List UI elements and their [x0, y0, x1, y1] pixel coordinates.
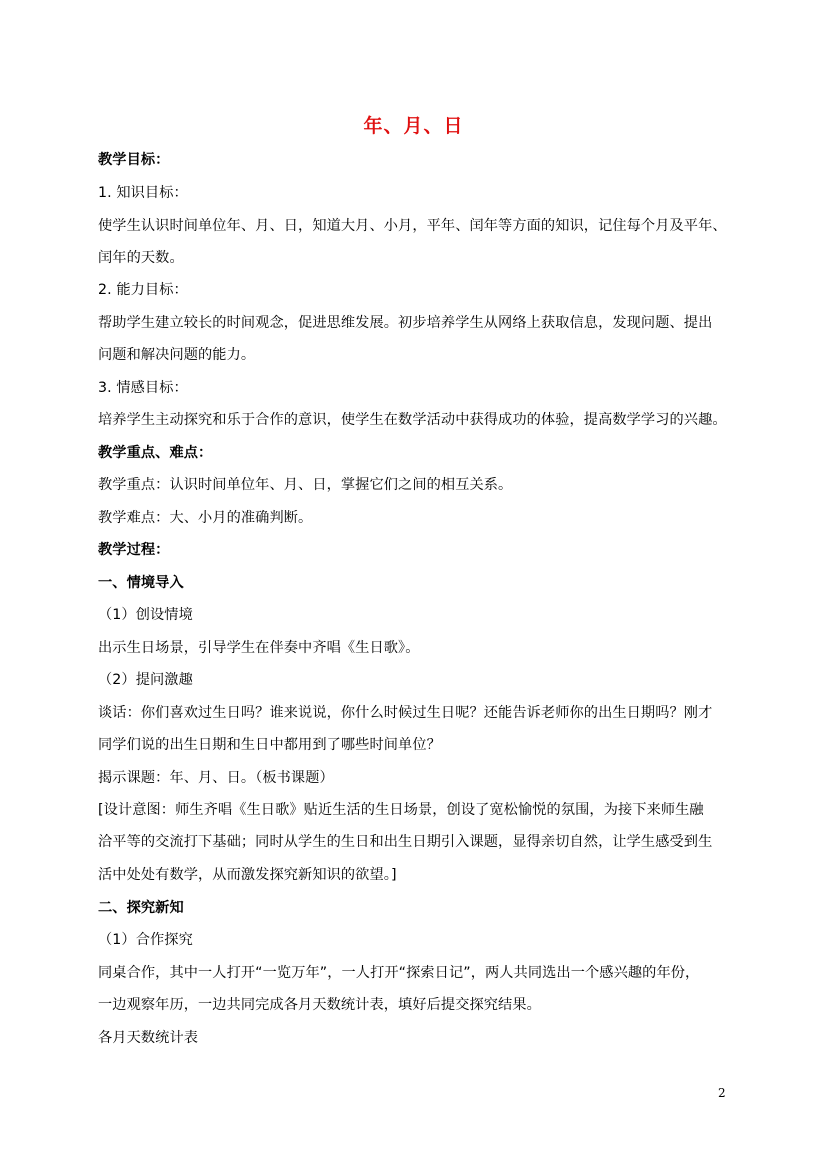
paragraph-line: [设计意图：师生齐唱《生日歌》贴近生活的生日场景，创设了宽松愉悦的氛围，为接下来师生融 — [98, 802, 704, 818]
heading-section-two: 二、探究新知 — [98, 900, 184, 916]
paragraph-line: 2. 能力目标： — [98, 282, 188, 298]
paragraph-line: 一边观察年历，一边共同完成各月天数统计表，填好后提交探究结果。 — [98, 997, 541, 1013]
heading-teaching-process: 教学过程： — [98, 542, 170, 558]
paragraph-line: 同学们说的出生日期和生日中都用到了哪些时间单位？ — [98, 737, 441, 753]
paragraph-line: 同桌合作，其中一人打开“一览万年”，一人打开“探索日记”，两人共同选出一个感兴趣的年份， — [98, 965, 700, 981]
paragraph-line: 各月天数统计表 — [98, 1030, 199, 1046]
paragraph-line: 问题和解决问题的能力。 — [98, 347, 256, 363]
paragraph-line: 教学难点：大、小月的准确判断。 — [98, 510, 313, 526]
document-title: 年、月、日 — [363, 115, 464, 137]
paragraph-line: 谈话：你们喜欢过生日吗？谁来说说，你什么时候过生日呢？还能告诉老师你的出生日期吗？刚才 — [98, 705, 713, 721]
heading-section-one: 一、情境导入 — [98, 575, 184, 591]
heading-teaching-goals: 教学目标： — [98, 152, 170, 168]
paragraph-line: （2）提问激趣 — [98, 672, 193, 688]
paragraph-line: （1）合作探究 — [98, 932, 193, 948]
paragraph-line: （1）创设情境 — [98, 607, 193, 623]
paragraph-line: 闰年的天数。 — [98, 250, 184, 266]
page-number: 2 — [718, 1086, 726, 1100]
paragraph-line: 使学生认识时间单位年、月、日，知道大月、小月，平年、闰年等方面的知识，记住每个月及平年、 — [98, 218, 727, 234]
paragraph-line: 1. 知识目标： — [98, 185, 188, 201]
heading-key-points: 教学重点、难点： — [98, 445, 213, 461]
paragraph-line: 教学重点：认识时间单位年、月、日，掌握它们之间的相互关系。 — [98, 477, 513, 493]
paragraph-line: 3. 情感目标： — [98, 380, 188, 396]
paragraph-line: 洽平等的交流打下基础；同时从学生的生日和出生日期引入课题，显得亲切自然，让学生感受到生 — [98, 834, 713, 850]
paragraph-line: 揭示课题：年、月、日。（板书课题） — [98, 770, 334, 786]
paragraph-line: 帮助学生建立较长的时间观念，促进思维发展。初步培养学生从网络上获取信息，发现问题、提出 — [98, 315, 713, 331]
paragraph-line: 培养学生主动探究和乐于合作的意识，使学生在数学活动中获得成功的体验，提高数学学习的兴趣。 — [98, 412, 727, 428]
paragraph-line: 出示生日场景，引导学生在伴奏中齐唱《生日歌》。 — [98, 640, 420, 656]
paragraph-line: 活中处处有数学，从而激发探究新知识的欲望。] — [98, 867, 397, 883]
